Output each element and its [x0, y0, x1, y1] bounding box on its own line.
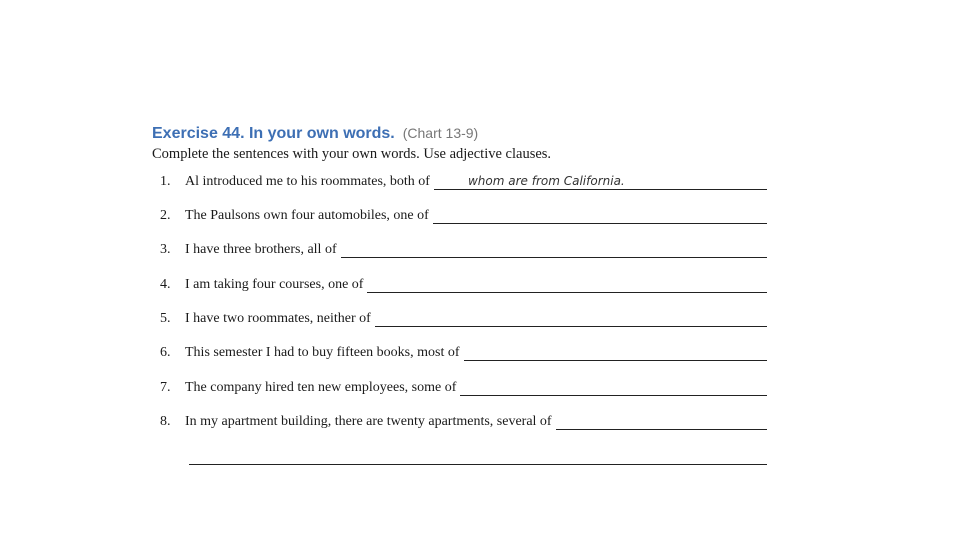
exercise-item-6 — [160, 339, 767, 361]
item-prompt: This semester I had to buy fifteen books, most of — [185, 345, 460, 360]
chart-reference: (Chart 13-9) — [402, 125, 479, 141]
answer-blank[interactable] — [460, 377, 767, 396]
exercise-item-5 — [160, 305, 767, 327]
answer-blank[interactable] — [464, 342, 767, 361]
item-number: 1. — [160, 174, 171, 189]
item-number: 4. — [160, 277, 171, 292]
exercise-item-2 — [160, 202, 767, 224]
answer-blank[interactable] — [434, 171, 767, 190]
item-prompt: The Paulsons own four automobiles, one of — [185, 208, 429, 223]
answer-blank[interactable] — [341, 239, 767, 258]
item-prompt: I am taking four courses, one of — [185, 277, 364, 292]
handwritten-answer: whom are from California. — [467, 174, 625, 188]
exercise-item-1 — [160, 168, 767, 190]
item-number: 2. — [160, 208, 171, 223]
exercise-item-7 — [160, 374, 767, 396]
item-number: 3. — [160, 242, 171, 257]
item-number: 8. — [160, 414, 171, 429]
answer-blank[interactable] — [375, 308, 767, 327]
answer-blank[interactable] — [367, 274, 767, 293]
item-number: 7. — [160, 380, 171, 395]
item-prompt: The company hired ten new employees, some of — [185, 380, 457, 395]
answer-blank[interactable] — [433, 205, 767, 224]
item-prompt: I have three brothers, all of — [185, 242, 337, 257]
exercise-item-4 — [160, 271, 767, 293]
instructions: Complete the sentences with your own words. Use adjective clauses. — [152, 146, 552, 162]
item-number: 6. — [160, 345, 171, 360]
exercise-item-8 — [160, 408, 767, 430]
exercise-item-3 — [160, 236, 767, 258]
answer-blank[interactable] — [556, 411, 767, 430]
item-prompt: In my apartment building, there are twenty apartments, several of — [185, 414, 552, 429]
item-prompt: Al introduced me to his roommates, both of — [185, 174, 430, 189]
exercise-header — [152, 125, 478, 143]
item-number: 5. — [160, 311, 171, 326]
item-prompt: I have two roommates, neither of — [185, 311, 371, 326]
answer-continuation-line[interactable] — [189, 464, 767, 465]
exercise-title: Exercise 44. In your own words. — [152, 125, 395, 142]
